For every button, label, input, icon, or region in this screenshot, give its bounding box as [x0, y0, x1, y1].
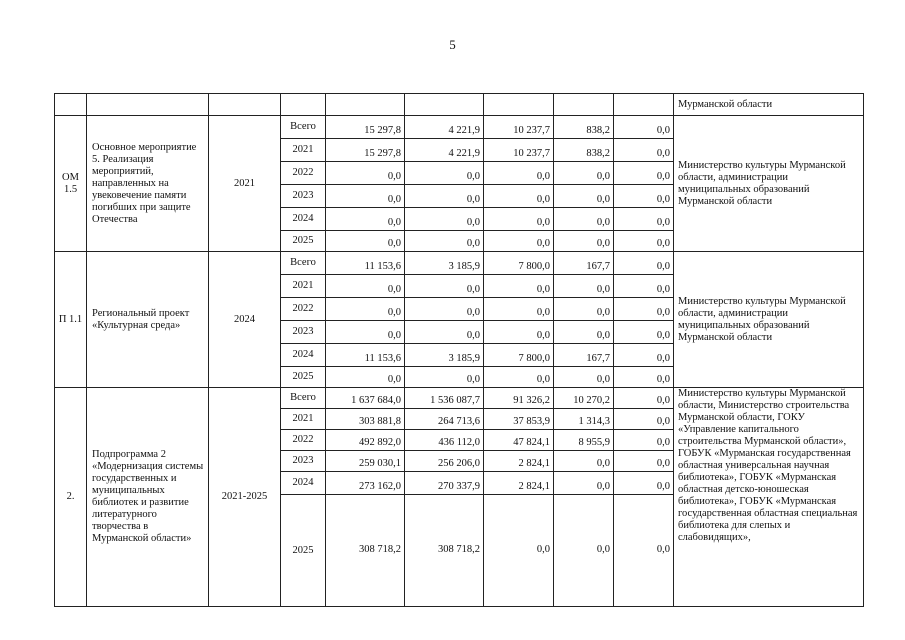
amount-v3: 0,0	[484, 298, 554, 321]
amount-v5: 0,0	[614, 430, 674, 451]
amount-v4: 167,7	[554, 252, 614, 275]
table-row	[55, 94, 864, 116]
amount-v2: 0,0	[405, 162, 484, 185]
year-cell: 2024	[281, 472, 326, 495]
activity-name: Региональный проект «Культурная среда»	[87, 252, 209, 388]
amount-v1: 11 153,6	[326, 252, 405, 275]
year-cell: 2025	[281, 231, 326, 252]
period-cell: 2024	[209, 252, 281, 388]
amount-v1: 11 153,6	[326, 344, 405, 367]
amount-v2: 270 337,9	[405, 472, 484, 495]
amount-v2: 0,0	[405, 321, 484, 344]
year-cell: 2021	[281, 275, 326, 298]
amount-v3: 0,0	[484, 162, 554, 185]
budget-table	[54, 93, 864, 607]
amount-v5: 0,0	[614, 298, 674, 321]
amount-v1: 0,0	[326, 367, 405, 388]
amount-v1: 0,0	[326, 208, 405, 231]
table-row	[55, 388, 864, 409]
amount-v2: 4 221,9	[405, 116, 484, 139]
amount-v3: 0,0	[484, 495, 554, 607]
amount-v3: 2 824,1	[484, 451, 554, 472]
amount-v1: 0,0	[326, 162, 405, 185]
year-cell: 2022	[281, 430, 326, 451]
amount-v1: 1 637 684,0	[326, 388, 405, 409]
activity-name: Подпрограмма 2 «Модернизация системы государственных и муниципальных библиотек и развитие литературного творчества в Мурманской области»	[87, 388, 209, 607]
amount-v3: 0,0	[484, 185, 554, 208]
amount-v5: 0,0	[614, 367, 674, 388]
amount-v2: 0,0	[405, 185, 484, 208]
amount-v1: 0,0	[326, 231, 405, 252]
amount-v5: 0,0	[614, 208, 674, 231]
amount-v2: 1 536 087,7	[405, 388, 484, 409]
amount-v2: 0,0	[405, 298, 484, 321]
amount-v1: 0,0	[326, 185, 405, 208]
amount-v4: 0,0	[554, 208, 614, 231]
amount-v1: 0,0	[326, 321, 405, 344]
amount-v4: 0,0	[554, 275, 614, 298]
amount-v3: 37 853,9	[484, 409, 554, 430]
amount-v4: 167,7	[554, 344, 614, 367]
amount-v2: 4 221,9	[405, 139, 484, 162]
year-cell: 2023	[281, 321, 326, 344]
amount-v5: 0,0	[614, 275, 674, 298]
executor-cell: Министерство культуры Мурманской области, администрации муниципальных образований Мурманской области	[674, 252, 864, 388]
amount-v3: 0,0	[484, 208, 554, 231]
amount-v5: 0,0	[614, 472, 674, 495]
amount-v4: 0,0	[554, 472, 614, 495]
executor-cell: Министерство культуры Мурманской области, администрации муниципальных образований Мурманской области	[674, 116, 864, 252]
amount-v2: 0,0	[405, 208, 484, 231]
amount-v4: 838,2	[554, 116, 614, 139]
amount-v4: 0,0	[554, 185, 614, 208]
executor-cell: Министерство культуры Мурманской области, Министерство строительства Мурманской области, ГОКУ «Управление капитального строительства Мурманской области», ГОБУК «Мурманская государственная областная универсальная научная библиотека», ГОБУК «Мурманская областная детско-юношеская библиотека», ГОБУК «Мурманская государственная областная специальная библиотека для слепых и слабовидящих»,	[674, 388, 864, 607]
amount-v3: 7 800,0	[484, 344, 554, 367]
amount-v5: 0,0	[614, 451, 674, 472]
page-number: 5	[449, 37, 456, 52]
amount-v2: 0,0	[405, 367, 484, 388]
year-cell: 2021	[281, 409, 326, 430]
amount-v1: 15 297,8	[326, 116, 405, 139]
executor-cell: Мурманской области	[674, 94, 864, 116]
row-number: ОМ 1.5	[55, 116, 87, 252]
amount-v5: 0,0	[614, 252, 674, 275]
amount-v5: 0,0	[614, 344, 674, 367]
row-number: П 1.1	[55, 252, 87, 388]
amount-v5: 0,0	[614, 388, 674, 409]
amount-v1: 259 030,1	[326, 451, 405, 472]
year-cell: 2025	[281, 367, 326, 388]
amount-v4: 0,0	[554, 321, 614, 344]
amount-v2: 256 206,0	[405, 451, 484, 472]
amount-v1: 15 297,8	[326, 139, 405, 162]
amount-v2: 3 185,9	[405, 252, 484, 275]
amount-v5: 0,0	[614, 185, 674, 208]
amount-v2: 0,0	[405, 275, 484, 298]
amount-v1: 0,0	[326, 298, 405, 321]
year-cell: 2022	[281, 298, 326, 321]
amount-v4: 0,0	[554, 495, 614, 607]
amount-v1: 273 162,0	[326, 472, 405, 495]
amount-v4: 10 270,2	[554, 388, 614, 409]
amount-v3: 91 326,2	[484, 388, 554, 409]
year-cell: Всего	[281, 388, 326, 409]
amount-v2: 264 713,6	[405, 409, 484, 430]
amount-v2: 0,0	[405, 231, 484, 252]
amount-v3: 7 800,0	[484, 252, 554, 275]
amount-v4: 0,0	[554, 367, 614, 388]
year-cell: 2022	[281, 162, 326, 185]
year-cell: 2023	[281, 451, 326, 472]
table-row	[55, 116, 864, 139]
amount-v4: 0,0	[554, 451, 614, 472]
amount-v2: 308 718,2	[405, 495, 484, 607]
amount-v5: 0,0	[614, 495, 674, 607]
amount-v3: 0,0	[484, 321, 554, 344]
amount-v5: 0,0	[614, 162, 674, 185]
year-cell: 2024	[281, 344, 326, 367]
amount-v4: 1 314,3	[554, 409, 614, 430]
amount-v3: 10 237,7	[484, 116, 554, 139]
amount-v5: 0,0	[614, 409, 674, 430]
amount-v5: 0,0	[614, 139, 674, 162]
amount-v3: 0,0	[484, 275, 554, 298]
amount-v4: 0,0	[554, 298, 614, 321]
amount-v3: 2 824,1	[484, 472, 554, 495]
amount-v5: 0,0	[614, 231, 674, 252]
amount-v2: 3 185,9	[405, 344, 484, 367]
year-cell: 2024	[281, 208, 326, 231]
amount-v1: 0,0	[326, 275, 405, 298]
period-cell: 2021-2025	[209, 388, 281, 607]
amount-v3: 10 237,7	[484, 139, 554, 162]
table-row	[55, 252, 864, 275]
year-cell: 2021	[281, 139, 326, 162]
year-cell: Всего	[281, 116, 326, 139]
year-cell: 2023	[281, 185, 326, 208]
amount-v1: 303 881,8	[326, 409, 405, 430]
amount-v3: 0,0	[484, 367, 554, 388]
row-number: 2.	[55, 388, 87, 607]
amount-v3: 0,0	[484, 231, 554, 252]
amount-v4: 838,2	[554, 139, 614, 162]
amount-v3: 47 824,1	[484, 430, 554, 451]
year-cell: Всего	[281, 252, 326, 275]
amount-v4: 0,0	[554, 231, 614, 252]
amount-v5: 0,0	[614, 116, 674, 139]
period-cell: 2021	[209, 116, 281, 252]
amount-v2: 436 112,0	[405, 430, 484, 451]
amount-v4: 0,0	[554, 162, 614, 185]
amount-v5: 0,0	[614, 321, 674, 344]
amount-v1: 308 718,2	[326, 495, 405, 607]
year-cell: 2025	[281, 495, 326, 607]
amount-v1: 492 892,0	[326, 430, 405, 451]
activity-name: Основное мероприятие 5. Реализация мероприятий, направленных на увековечение памяти погибших при защите Отечества	[87, 116, 209, 252]
amount-v4: 8 955,9	[554, 430, 614, 451]
